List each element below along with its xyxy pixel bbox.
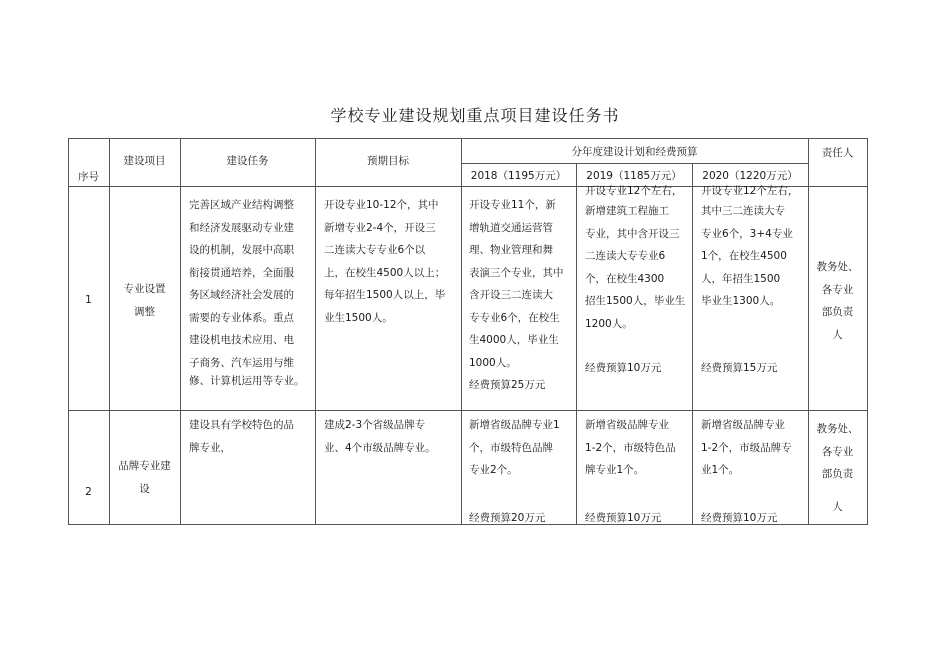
header-year-2020: 2020（1220万元） — [702, 170, 798, 182]
row-1-2018-line: 开设专业11个，新 — [469, 199, 556, 211]
col-line-2 — [180, 138, 181, 524]
col-line-5 — [576, 163, 577, 524]
row-1-2018-line: 增轨道交通运营管 — [469, 221, 553, 234]
row-2-2019-line: 1-2个，市级特色品 — [585, 441, 676, 454]
row-1-2020-spacer — [701, 313, 807, 357]
row-1-2020-line: 1个，在校生4500 — [701, 250, 787, 262]
row-1-2020-line: 专业6个，3+4专业 — [701, 227, 793, 240]
row-2-2020-line: 业1个。 — [701, 464, 740, 476]
row-2-2019-line: 牌专业1个。 — [585, 464, 645, 476]
row-2-goal-line: 业、4个市级品牌专业。 — [324, 441, 436, 454]
row-1-2019-spacer — [585, 335, 691, 357]
row-1-2020-budget: 经费预算15万元 — [701, 361, 778, 374]
row-1-task-line: 修、计算机运用等专业。 — [189, 375, 305, 387]
row-1-goal-line: 开设专业10-12个，其中 — [324, 199, 439, 211]
row-1-task-line: 子商务、汽车运用与维 — [189, 356, 294, 369]
row-1-goal — [324, 194, 460, 329]
row-1-2019-line: 1200人。 — [585, 317, 633, 330]
row-1-owner-line: 各专业 — [821, 283, 854, 296]
row-1-2020-line: 开设专业12个左右， — [701, 185, 799, 197]
row-2-task-line: 建设具有学校特色的品 — [189, 419, 294, 431]
row-1-goal-line: 每年招生1500人以上，毕 — [324, 289, 446, 301]
row-1-2019-budget: 经费预算10万元 — [585, 362, 662, 374]
row-1-2019-line: 新增建筑工程施工 — [585, 205, 669, 217]
row-1-task-line: 和经济发展驱动专业建 — [189, 221, 294, 234]
row-1-task — [189, 194, 313, 388]
row-1-owner-line: 部负责 — [821, 306, 854, 318]
row-1-project-line: 调整 — [134, 305, 155, 318]
row-1-owner — [808, 256, 867, 346]
header-project: 建设项目 — [123, 155, 166, 167]
row-2-goal — [324, 414, 460, 459]
row-1-2019-line: 招生1500人，毕业生 — [585, 295, 686, 307]
row-1-seq: 1 — [85, 294, 92, 306]
row-1-2018-line: 专专业6个，在校生 — [469, 311, 560, 324]
row-1-task-line: 完善区域产业结构调整 — [189, 199, 294, 211]
row-1-task-line: 建设机电技术应用、电 — [189, 334, 294, 346]
header-goal: 预期目标 — [367, 155, 409, 167]
row-1-goal-line: 业生1500人。 — [324, 311, 393, 324]
row-1-task-line: 务区域经济社会发展的 — [189, 289, 294, 301]
row-2-owner-line: 人 — [832, 500, 843, 513]
row-2-2020-line: 新增省级品牌专业 — [701, 419, 785, 431]
header-seq: 序号 — [78, 171, 99, 183]
row-1-owner-line: 人 — [832, 328, 843, 341]
row-1-2018-line: 生4000人，毕业生 — [469, 334, 559, 346]
row-1-task-line: 设的机制，发展中高职 — [189, 244, 294, 256]
header-year-2018: 2018（1195万元） — [470, 170, 567, 182]
header-plan: 分年度建设计划和经费预算 — [571, 146, 698, 158]
row-2-goal-line: 建成2-3个省级品牌专 — [324, 419, 426, 431]
row-1-plan-2020 — [701, 182, 807, 379]
row-1-project — [109, 278, 180, 323]
row-1-goal-line: 二连读大专专业6个以 — [324, 244, 426, 256]
table-border-top — [68, 138, 868, 139]
row-2-plan-2020 — [701, 414, 807, 482]
row-1-2019-line: 专业，其中含开设三 — [585, 227, 680, 240]
row-1-2020-line: 人，年招生1500 — [701, 272, 781, 285]
row-2-2019-budget: 经费预算10万元 — [585, 512, 662, 524]
row-1-plan-2018 — [469, 194, 575, 397]
row-2-task-line: 牌专业， — [189, 441, 231, 454]
row-1-2020-line: 其中三二连读大专 — [701, 205, 785, 217]
col-line-0 — [68, 138, 69, 524]
row-1-task-line: 衔接贯通培养，全面服 — [189, 266, 294, 279]
row-2-owner-line: 各专业 — [821, 445, 854, 458]
plan-header-divider — [461, 163, 808, 164]
row-2-owner-line: 部负责 — [821, 468, 854, 480]
row-2-project-line: 品牌专业建 — [118, 460, 171, 472]
row-divider — [68, 410, 868, 411]
row-1-2018-budget: 经费预算25万元 — [469, 379, 546, 391]
row-1-2019-line: 开设专业12个左右， — [585, 185, 683, 197]
row-1-project-line: 专业设置 — [123, 283, 166, 295]
col-line-6 — [692, 163, 693, 524]
header-year-2019: 2019（1185万元） — [586, 170, 682, 182]
row-1-2018-line: 表演三个专业，其中 — [469, 266, 564, 279]
row-2-2019-line: 新增省级品牌专业 — [585, 419, 669, 431]
row-1-task-line: 需要的专业体系。重点 — [189, 311, 294, 324]
row-1-2018-line: 1000人。 — [469, 356, 517, 369]
row-2-task — [189, 414, 313, 459]
header-task: 建设任务 — [226, 155, 269, 167]
row-2-2018-budget: 经费预算20万元 — [469, 512, 546, 524]
row-2-2018-line: 新增省级品牌专业1 — [469, 419, 560, 431]
row-2-plan-2019 — [585, 414, 691, 482]
row-2-seq: 2 — [85, 486, 92, 498]
row-1-plan-2019 — [585, 182, 691, 380]
col-line-4 — [461, 138, 462, 524]
row-2-project — [109, 455, 180, 500]
row-2-project-line: 设 — [139, 482, 150, 495]
header-owner: 责任人 — [821, 147, 854, 159]
row-1-2019-line: 个，在校生4300 — [585, 272, 665, 285]
row-2-2020-budget: 经费预算10万元 — [701, 512, 778, 524]
row-1-2018-line: 含开设三二连读大 — [469, 289, 553, 301]
row-2-2018-line: 个，市级特色品牌 — [469, 441, 553, 454]
row-1-goal-line: 新增专业2-4个，开设三 — [324, 221, 436, 234]
row-1-2018-line: 理、物业管理和舞 — [469, 244, 553, 256]
col-line-3 — [315, 138, 316, 524]
row-2-owner-line: 教务处、 — [816, 423, 859, 435]
row-1-2020-line: 毕业生1300人。 — [701, 295, 781, 307]
document-title: 学校专业建设规划重点项目建设任务书 — [330, 106, 620, 125]
row-2-2020-line: 1-2个，市级品牌专 — [701, 441, 792, 454]
row-2-owner — [808, 418, 867, 518]
row-1-goal-line: 上，在校生4500人以上； — [324, 266, 446, 279]
row-2-plan-2018 — [469, 414, 575, 482]
row-1-owner-line: 教务处、 — [816, 261, 859, 273]
row-1-2019-line: 二连读大专专业6 — [585, 250, 666, 262]
col-line-8 — [867, 138, 868, 524]
row-2-2018-line: 专业2个。 — [469, 464, 518, 476]
